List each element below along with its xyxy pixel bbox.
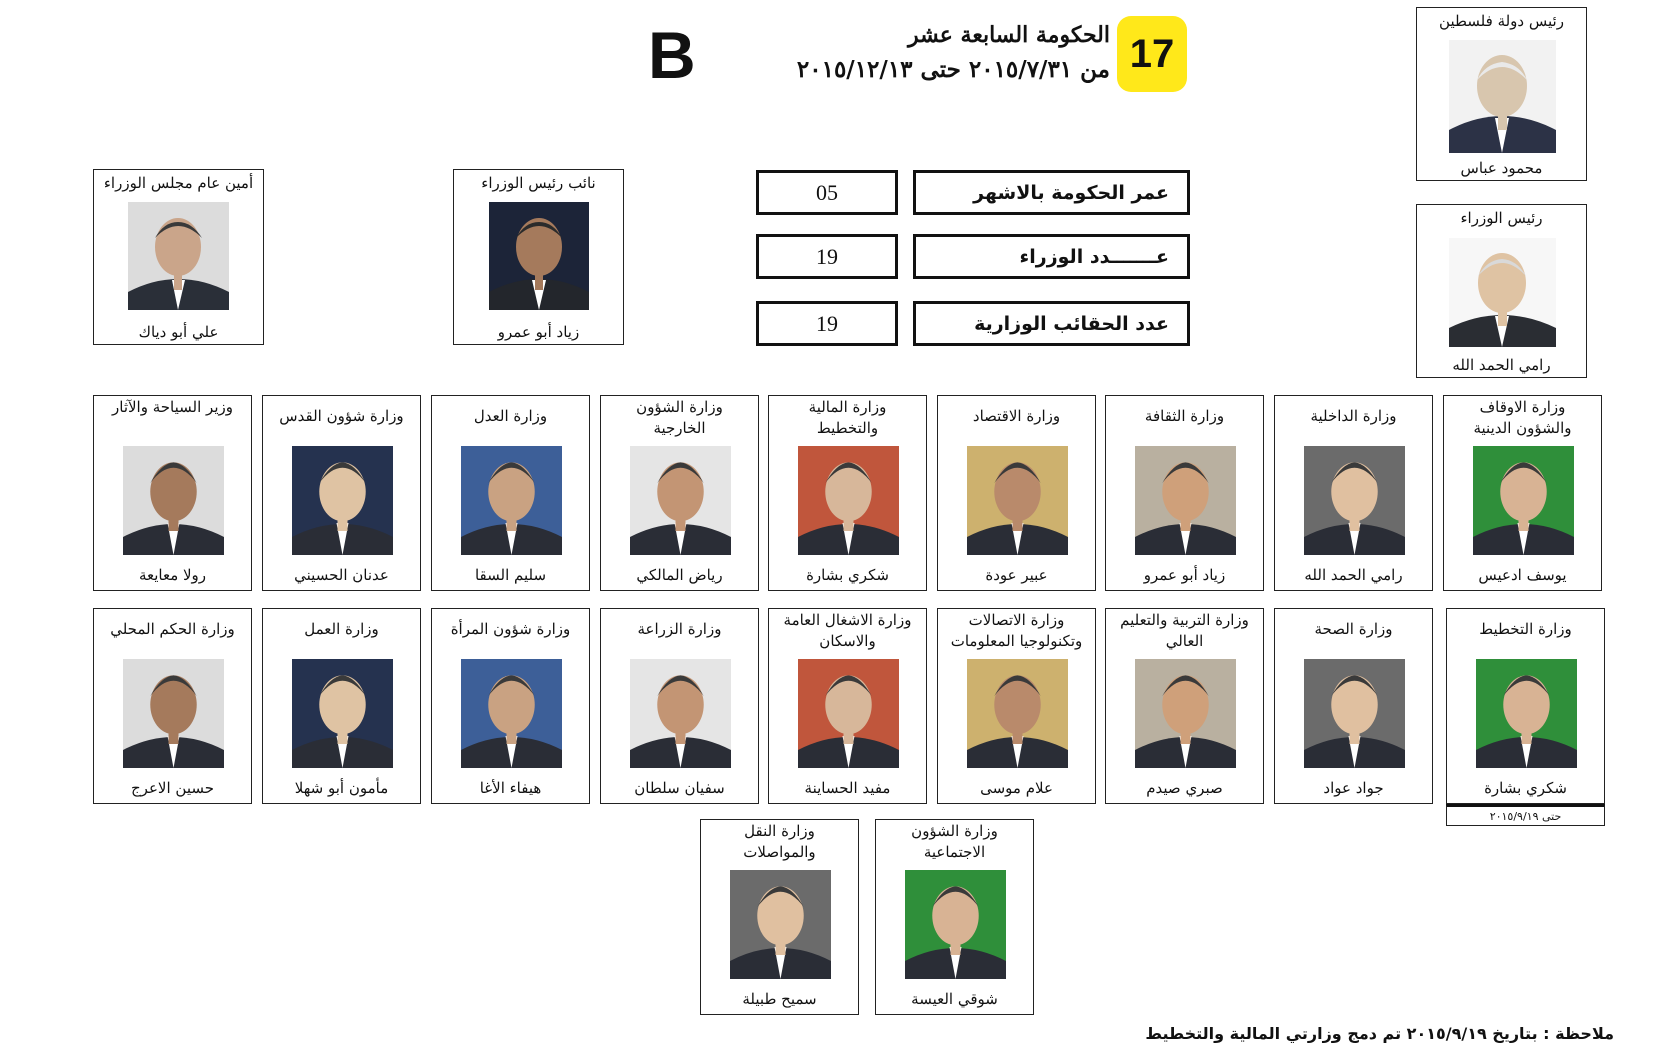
- card-name: شوقي العيسة: [911, 990, 998, 1008]
- card-name: زياد أبو عمرو: [497, 323, 580, 341]
- portrait-photo: [1304, 446, 1405, 555]
- portrait-photo: [1449, 238, 1556, 347]
- months-value: 05: [756, 170, 898, 215]
- card-name: سليم السقا: [474, 566, 547, 584]
- card-role: رئيس دولة فلسطين: [1439, 12, 1564, 30]
- card-name: مأمون أبو شهلا: [294, 779, 389, 797]
- ministry-card: [1274, 608, 1433, 804]
- card-role: وزارة المالية والتخطيط: [808, 398, 887, 437]
- card-role: وزارة الداخلية: [1310, 407, 1397, 425]
- card-role: وزارة الاشغال العامة والاسكان: [783, 611, 912, 650]
- ministers-count-label: عـــــــدد الوزراء: [913, 234, 1190, 279]
- portrait-photo: [1476, 659, 1577, 768]
- card-name: عدنان الحسيني: [294, 566, 389, 584]
- government-period: من ٢٠١٥/٧/٣١ حتى ٢٠١٥/١٢/١٣: [796, 56, 1110, 83]
- ministry-card: [1446, 608, 1605, 804]
- portrait-photo: [630, 659, 731, 768]
- ministry-card: [1105, 395, 1264, 591]
- card-role: وزارة الثقافة: [1144, 407, 1225, 425]
- ministry-card: [1105, 608, 1264, 804]
- ministers-count-value: 19: [756, 234, 898, 279]
- card-role: وزارة شؤون القدس: [279, 407, 404, 425]
- card-president: [1416, 7, 1587, 181]
- card-role: وزارة الشؤون الخارجية: [636, 398, 723, 437]
- portrait-photo: [123, 659, 224, 768]
- card-name: علي أبو دياك: [138, 323, 219, 341]
- ministry-card: [768, 395, 927, 591]
- ministry-card: [1274, 395, 1433, 591]
- ministry-card: [600, 395, 759, 591]
- card-role: وزارة الشؤون الاجتماعية: [911, 822, 998, 861]
- card-role: أمين عام مجلس الوزراء: [103, 174, 254, 192]
- ministry-card: [93, 395, 252, 591]
- ministry-card: [1443, 395, 1602, 591]
- card-role: نائب رئيس الوزراء: [481, 174, 596, 192]
- portrait-photo: [1135, 659, 1236, 768]
- portrait-photo: [798, 446, 899, 555]
- government-title: الحكومة السابعة عشر: [908, 22, 1110, 48]
- ministry-card: [431, 395, 590, 591]
- ministry-card: [262, 395, 421, 591]
- ministry-card: [600, 608, 759, 804]
- card-name: محمود عباس: [1460, 159, 1543, 177]
- government-number-badge: 17: [1117, 16, 1187, 92]
- ministry-card: [93, 608, 252, 804]
- card-name: يوسف ادعيس: [1478, 566, 1567, 584]
- portrait-photo: [461, 659, 562, 768]
- ministry-card: [937, 395, 1096, 591]
- card-role: وزارة العدل: [473, 407, 548, 425]
- card-role: وزارة شؤون المرأة: [450, 620, 571, 638]
- card-name: رولا معايعة: [138, 566, 207, 584]
- card-name: رامي الحمد الله: [1452, 356, 1551, 374]
- portrait-photo: [967, 659, 1068, 768]
- ministry-card: [431, 608, 590, 804]
- card-name: مفيد الحساينة: [804, 779, 891, 797]
- sheet-letter: B: [648, 18, 696, 92]
- portfolios-count-label: عدد الحقائب الوزارية: [913, 301, 1190, 346]
- card-role: وزارة العمل: [304, 620, 379, 638]
- card-name: سفيان سلطان: [634, 779, 725, 797]
- card-deputy-pm: [453, 169, 624, 345]
- ministry-card: [262, 608, 421, 804]
- portrait-photo: [1135, 446, 1236, 555]
- portrait-photo: [128, 202, 229, 310]
- card-role: وزارة الاوقاف والشؤون الدينية: [1473, 398, 1572, 437]
- card-name: شكري بشارة: [1484, 779, 1567, 797]
- card-footnote: حتى ٢٠١٥/٩/١٩: [1446, 804, 1605, 826]
- card-name: رامي الحمد الله: [1304, 566, 1403, 584]
- portrait-photo: [489, 202, 589, 310]
- portrait-photo: [1473, 446, 1574, 555]
- card-name: حسين الاعرج: [131, 779, 214, 797]
- ministry-card: [700, 819, 859, 1015]
- card-role: رئيس الوزراء: [1460, 209, 1543, 227]
- card-name: عبير عودة: [985, 566, 1048, 584]
- card-name: علام موسى: [980, 779, 1053, 797]
- card-name: سميح طبيلة: [742, 990, 817, 1008]
- card-role: وزارة الحكم المحلي: [110, 620, 235, 638]
- card-name: هيفاء الأغا: [479, 779, 542, 797]
- portrait-photo: [461, 446, 562, 555]
- card-name: صبري صيدم: [1146, 779, 1223, 797]
- portrait-photo: [798, 659, 899, 768]
- card-role: وزارة الصحة: [1314, 620, 1393, 638]
- portrait-photo: [905, 870, 1006, 979]
- portrait-photo: [123, 446, 224, 555]
- portfolios-count-value: 19: [756, 301, 898, 346]
- portrait-photo: [1449, 40, 1556, 153]
- card-role: وزارة النقل والمواصلات: [743, 822, 816, 861]
- card-name: رياض المالكي: [636, 566, 723, 584]
- card-role: وزارة الاتصالات وتكنولوجيا المعلومات: [950, 611, 1083, 650]
- card-prime-minister: [1416, 204, 1587, 378]
- portrait-photo: [630, 446, 731, 555]
- card-name: شكري بشارة: [806, 566, 889, 584]
- ministry-card: [937, 608, 1096, 804]
- portrait-photo: [730, 870, 831, 979]
- card-name: جواد عواد: [1323, 779, 1384, 797]
- card-role: وزير السياحة والآثار: [112, 398, 233, 416]
- portrait-photo: [1304, 659, 1405, 768]
- footer-note: ملاحظة : بتاريخ ٢٠١٥/٩/١٩ تم دمج وزارتي المالية والتخطيط: [1145, 1024, 1614, 1043]
- card-name: زياد أبو عمرو: [1143, 566, 1226, 584]
- card-role: وزارة التخطيط: [1479, 620, 1572, 638]
- card-role: وزارة الزراعة: [637, 620, 722, 638]
- months-label: عمر الحكومة بالاشهر: [913, 170, 1190, 215]
- card-role: وزارة التربية والتعليم العالي: [1120, 611, 1249, 650]
- ministry-card: [768, 608, 927, 804]
- ministry-card: [875, 819, 1034, 1015]
- card-secretary-general: [93, 169, 264, 345]
- portrait-photo: [292, 446, 393, 555]
- portrait-photo: [967, 446, 1068, 555]
- card-role: وزارة الاقتصاد: [972, 407, 1061, 425]
- portrait-photo: [292, 659, 393, 768]
